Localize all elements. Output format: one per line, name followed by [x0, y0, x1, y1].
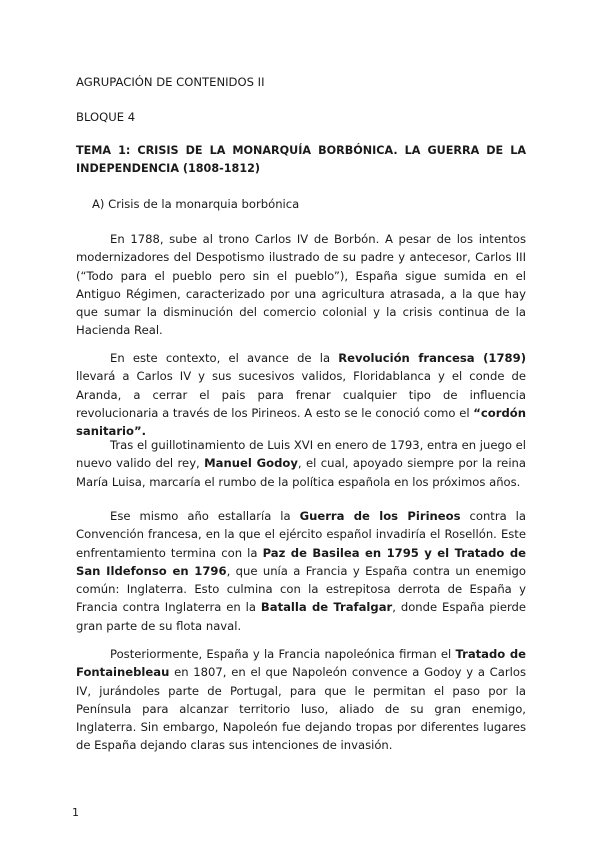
paragraph-text: , el cual, apoyado siempre por la reina María Luisa, marcaría el rumbo de la política española en los próximos años. — [76, 456, 526, 489]
block-heading: BLOQUE 4 — [76, 110, 136, 124]
section-heading — [92, 195, 299, 213]
bold-term: Revolución francesa (1789) — [338, 351, 526, 365]
paragraph-text: En este contexto, el avance de la — [110, 351, 339, 365]
paragraph-text: en 1807, en el que Napoleón convence a Godoy y a Carlos IV, jurándoles parte de Portugal, para que le permitan el paso por la Península para alcanzar territorio luso, aliado de su gran enemigo, Inglaterra. Sin embargo, Napoleón fue dejando tropas por diferentes lugares de España dejando claras sus intenciones de invasión. — [76, 665, 526, 753]
tema-title: TEMA 1: CRISIS DE LA MONARQUÍA BORBÓNICA. LA GUERRA DE LA INDEPENDENCIA (1808-1812) — [76, 144, 526, 175]
paragraph-text: Tras el guillotinamiento de Luis XVI en enero de 1793, entra en juego el nuevo valido del rey, — [76, 438, 526, 471]
bold-term: Tratado de Fontainebleau — [76, 647, 526, 680]
paragraph-2 — [76, 349, 526, 440]
bold-term: Guerra de los Pirineos — [299, 509, 461, 523]
bold-term: Manuel Godoy — [204, 456, 298, 471]
page-number: 1 — [72, 806, 79, 819]
section-marker: A) — [92, 197, 105, 211]
paragraph-text: Ese mismo año estallaría la — [110, 509, 300, 523]
bold-term: Batalla de Trafalgar — [260, 600, 393, 615]
paragraph-text: , que unía a Francia y España contra un enemigo común: Inglaterra. Esto culmina con la estrepitosa derrota de España y Francia contra Inglaterra en la — [76, 563, 527, 615]
paragraph-1 — [76, 230, 526, 340]
paragraph-5 — [76, 645, 526, 755]
section-title: Crisis de la monarquia borbónica — [108, 197, 300, 211]
group-heading: AGRUPACIÓN DE CONTENIDOS II — [76, 75, 265, 89]
bold-term: “cordón sanitario”. — [76, 405, 526, 439]
paragraph-text: En 1788, sube al trono Carlos IV de Borbón. A pesar de los intentos modernizadores del Despotismo ilustrado de su padre y antecesor, Carlos III (“Todo para el pueblo pero sin el pueblo”), España sigue sumida en el Antiguo Régimen, caracterizado por una agricultura atrasada, a la que hay que sumar la disminución del comercio colonial y la crisis continua de la Hacienda Real. — [76, 232, 526, 338]
paragraph-text: contra la Convención francesa, en la que el ejército español invadiría el Rosellón. Este enfrentamiento termina con la — [76, 509, 527, 560]
paragraph-text: Posteriormente, España y la Francia napoleónica firman el — [110, 647, 456, 661]
paragraph-text: , donde España pierde gran parte de su flota naval. — [76, 600, 527, 633]
paragraph-text: llevará a Carlos IV y sus sucesivos validos, Floridablanca y el conde de Aranda, a cerrar el pais para frenar cualquier tipo de influencia revolucionaria a través de los Pirineos. A esto se le conoció como el — [76, 369, 526, 420]
paragraph-4 — [76, 507, 526, 635]
paragraph-3 — [76, 436, 526, 491]
bold-term: Paz de Basilea en 1795 y el Tratado de San Ildefonso en 1796 — [76, 545, 527, 578]
